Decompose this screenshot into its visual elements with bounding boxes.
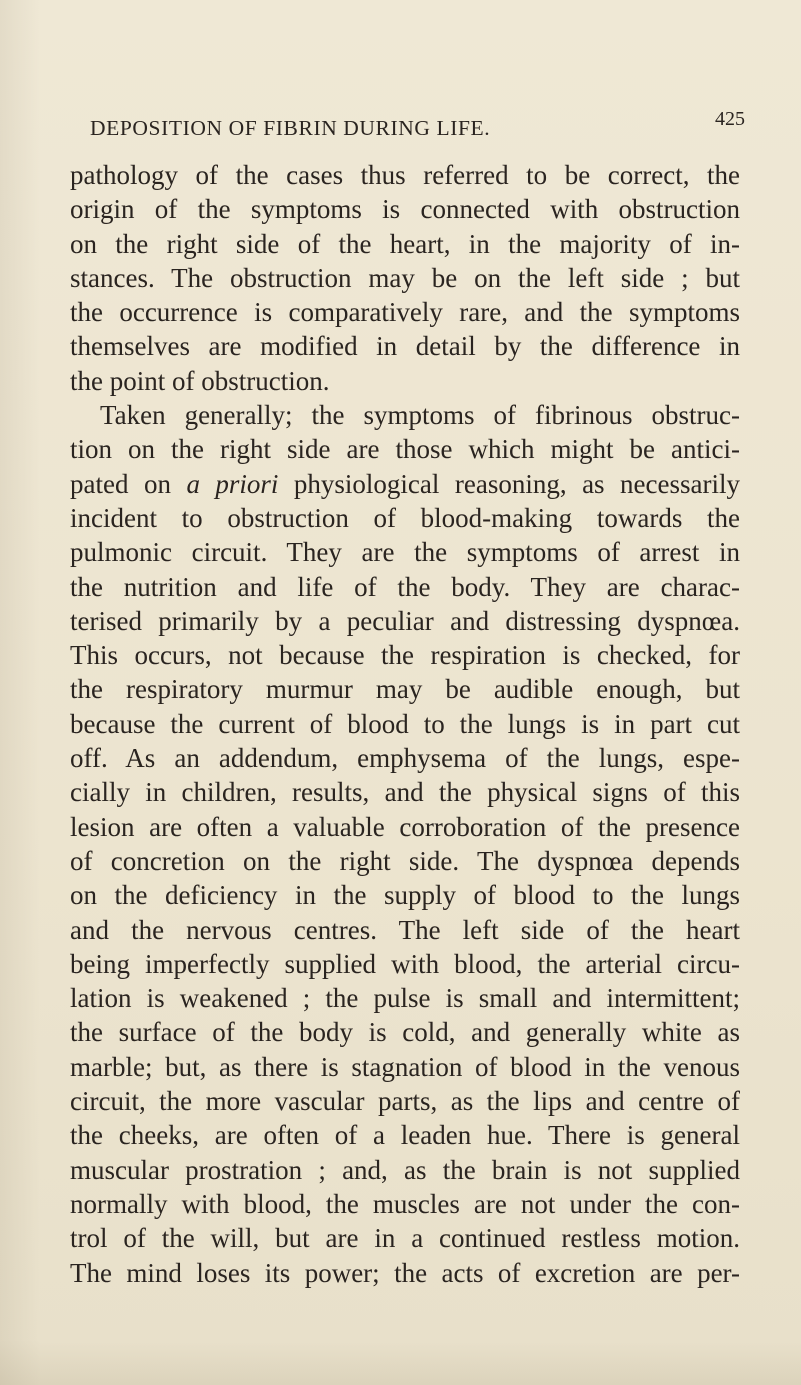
text-line: Taken generally; the symptoms of fibrinous obstruc- [100, 400, 740, 431]
text-line: pathology of the cases thus referred to be correct, the [70, 160, 740, 190]
line-prefix: pated on [70, 468, 187, 499]
text-line: lation is weakened ; the pulse is small and intermittent; [70, 983, 740, 1014]
page-bottom-shadow [0, 1340, 801, 1385]
running-title: DEPOSITION OF FIBRIN DURING LIFE. [90, 116, 491, 140]
text-line: cially in children, results, and the physical signs of this [70, 777, 740, 808]
text-line: stances. The obstruction may be on the left side ; but [70, 262, 740, 293]
text-line: on the right side of the heart, in the majority of in- [70, 228, 740, 259]
text-line: because the current of blood to the lungs is in part cut [70, 708, 740, 739]
running-head [90, 108, 745, 148]
text-line: tion on the right side are those which might be antici- [70, 434, 740, 465]
text-line: the respiratory murmur may be audible enough, but [70, 674, 740, 705]
text-line: of concretion on the right side. The dyspnœa depends [70, 845, 740, 876]
text-line: themselves are modified in detail by the difference in [70, 331, 740, 362]
text-line: This occurs, not because the respiration is checked, for [70, 640, 740, 671]
italic-phrase: a priori [186, 468, 279, 499]
text-line: lesion are often a valuable corroboration of the presence [70, 811, 740, 842]
text-line: the surface of the body is cold, and generally white as [70, 1017, 740, 1048]
text-line: and the nervous centres. The left side of the heart [70, 914, 740, 945]
text-line: marble; but, as there is stagnation of blood in the venous [70, 1051, 740, 1082]
text-line: off. As an addendum, emphysema of the lungs, espe- [70, 743, 740, 774]
text-line: the point of obstruction. [70, 365, 330, 396]
text-line: pulmonic circuit. They are the symptoms of arrest in [70, 537, 740, 568]
line-rest: physiological reasoning, as necessarily [293, 468, 740, 499]
text-line: being imperfectly supplied with blood, the arterial circu- [70, 948, 740, 979]
body-text [70, 158, 740, 1290]
text-line: terised primarily by a peculiar and distressing dyspnœa. [70, 605, 740, 636]
text-line: circuit, the more vascular parts, as the lips and centre of [70, 1086, 740, 1117]
text-line: the cheeks, are often of a leaden hue. There is general [70, 1120, 740, 1151]
text-line: The mind loses its power; the acts of excretion are per- [70, 1257, 740, 1288]
text-line: trol of the will, but are in a continued restless motion. [70, 1223, 740, 1254]
text-line: muscular prostration ; and, as the brain is not supplied [70, 1154, 740, 1185]
line-space [278, 469, 293, 499]
text-line: incident to obstruction of blood-making towards the [70, 502, 740, 533]
text-line: normally with blood, the muscles are not under the con- [70, 1188, 740, 1219]
text-line: the nutrition and life of the body. They are charac- [70, 571, 740, 602]
text-line: the occurrence is comparatively rare, and the symptoms [70, 297, 740, 328]
page-number: 425 [715, 108, 745, 130]
text-line-with-italic [70, 467, 740, 501]
text-line: origin of the symptoms is connected with obstruction [70, 194, 740, 225]
text-line: on the deficiency in the supply of blood to the lungs [70, 880, 740, 911]
